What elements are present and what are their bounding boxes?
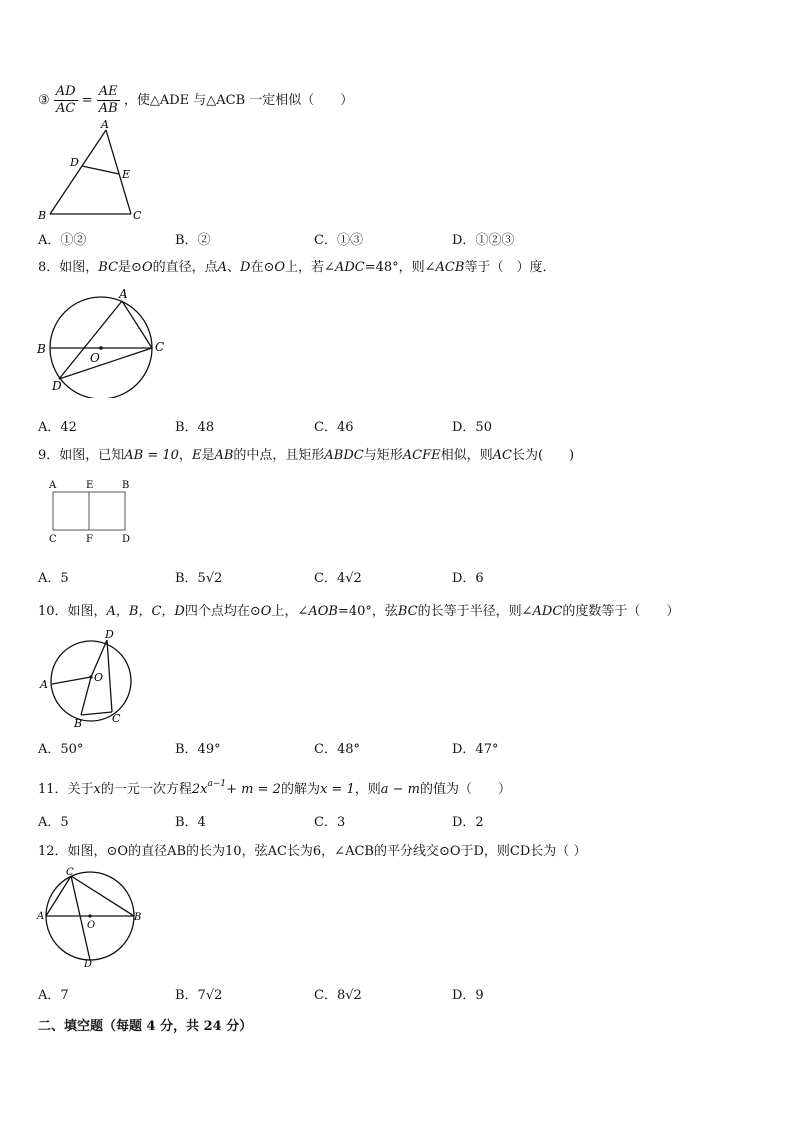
q11-option-c: C．3: [314, 815, 346, 830]
label-b: B: [38, 209, 47, 222]
label-b: B: [122, 480, 130, 491]
q8-circle-figure: [34, 286, 174, 398]
q12-circle-figure: [34, 866, 146, 970]
label-f: F: [86, 534, 93, 545]
q10-circle-figure: [36, 626, 140, 730]
fraction-ae-ab: $\frac{AE}{AB}$: [98, 84, 118, 116]
circled-three: ③: [38, 93, 50, 108]
q12-option-d: D．9: [452, 988, 484, 1003]
q10-option-a: A．50°: [38, 742, 84, 757]
q7-triangle-figure: [34, 116, 152, 224]
label-a: A: [49, 480, 57, 491]
q11-stem: 11．关于x的一元一次方程$2x^{a-1}+ m = 2$的解为x = 1，则a − m的值为（ ）: [38, 779, 511, 797]
label-d: D: [52, 379, 62, 393]
q7-stem: ③ $\frac{AD}{AC}$ = $\frac{AE}{AB}$ ，使△ADE 与△ACB 一定相似（ ）: [38, 84, 354, 116]
q8-option-b: B．48: [175, 420, 215, 435]
q9-option-c: C．4√2: [314, 571, 362, 586]
q9-stem: 9．如图，已知AB = 10，E是AB的中点，且矩形ABDC与矩形ACFE相似，则AC长为( ): [38, 448, 575, 463]
label-e: E: [86, 480, 94, 491]
q10-option-c: C．48°: [314, 742, 360, 757]
q8-option-c: C．46: [314, 420, 354, 435]
label-o: O: [90, 351, 100, 365]
section-heading: 二、填空题（每题 4 分，共 24 分）: [38, 1019, 253, 1034]
q7-option-b: B．②: [175, 233, 211, 248]
fraction-ad-ac: $\frac{AD}{AC}$: [55, 84, 76, 116]
label-c: C: [66, 867, 74, 878]
q7-option-d: D．①②③: [452, 233, 515, 248]
q12-option-c: C．8√2: [314, 988, 362, 1003]
label-d: D: [105, 628, 114, 641]
q10-stem: 10．如图，A，B，C，D四个点均在⊙O上，∠AOB=40°，弦BC的长等于半径，则∠ADC的度数等于（ ）: [38, 604, 680, 619]
q9-option-d: D．6: [452, 571, 484, 586]
label-a: A: [40, 678, 48, 691]
q8-option-d: D．50: [452, 420, 492, 435]
label-a: A: [119, 287, 128, 301]
q12-stem: 12．如图，⊙O的直径AB的长为10，弦AC长为6，∠ACB的平分线交⊙O于D，则CD长为（ ）: [38, 844, 587, 859]
q9-option-b: B．5√2: [175, 571, 223, 586]
label-b: B: [37, 342, 46, 356]
label-a: A: [101, 118, 109, 131]
q8-stem: 8．如图，BC是⊙O的直径，点A、D在⊙O上，若∠ADC=48°，则∠ACB等于（ ）度．: [38, 260, 556, 275]
q7-option-a: A．①②: [38, 233, 87, 248]
q10-option-d: D．47°: [452, 742, 499, 757]
label-e: E: [122, 168, 131, 181]
label-d: D: [70, 156, 79, 169]
q7-option-c: C．①③: [314, 233, 363, 248]
label-c: C: [155, 340, 165, 354]
label-b: B: [134, 912, 142, 923]
label-a: A: [37, 911, 45, 922]
label-d: D: [122, 534, 131, 545]
q9-option-a: A．5: [38, 571, 69, 586]
q11-option-b: B．4: [175, 815, 206, 830]
label-o: O: [87, 920, 96, 931]
q8-option-a: A．42: [38, 420, 77, 435]
q11-option-a: A．5: [38, 815, 69, 830]
label-c: C: [133, 209, 142, 222]
label-d: D: [84, 959, 93, 970]
label-b: B: [74, 717, 83, 730]
label-c: C: [49, 534, 57, 545]
label-c: C: [112, 712, 121, 725]
q12-option-a: A．7: [38, 988, 69, 1003]
q9-rectangle-figure: [44, 478, 136, 546]
label-o: O: [94, 671, 104, 684]
q12-option-b: B．7√2: [175, 988, 223, 1003]
q10-option-b: B．49°: [175, 742, 221, 757]
q11-option-d: D．2: [452, 815, 484, 830]
